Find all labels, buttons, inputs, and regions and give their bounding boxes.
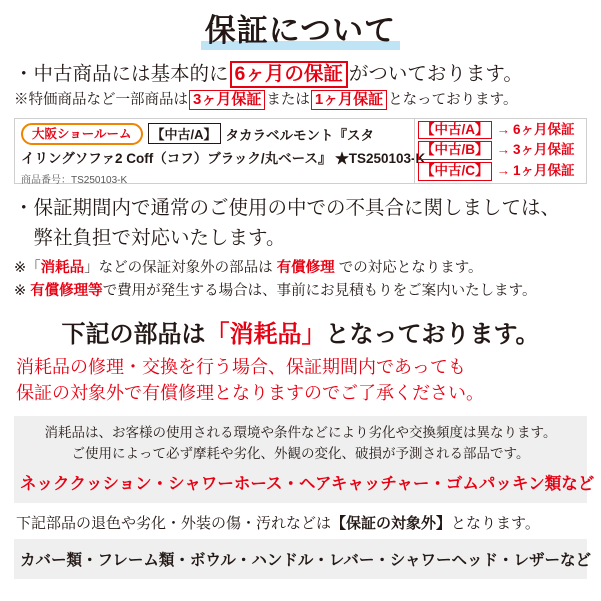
condition-value-c: 1ヶ月保証 bbox=[513, 162, 575, 178]
warranty-line-1: ・保証期間内で通常のご使用の中での不具合に関しましては、 bbox=[14, 196, 561, 219]
page-title-text: 保証について bbox=[204, 13, 397, 48]
shop-tag: 大阪ショールーム bbox=[21, 123, 143, 145]
out-of-warranty-parts-box: カバー類・フレーム類・ボウル・ハンドル・レバー・シャワーヘッド・レザーなど bbox=[14, 539, 587, 579]
arrow-icon: → bbox=[496, 142, 510, 158]
consumable-word: 消耗品 bbox=[40, 260, 85, 277]
warranty-1month-badge: 1ヶ月保証 bbox=[311, 90, 387, 110]
warranty-note-1-pre: ※「 bbox=[14, 260, 41, 277]
product-title-row bbox=[21, 123, 408, 145]
consumable-heading-red: 「消耗品」 bbox=[205, 321, 326, 349]
product-condition-tag: 【中古/A】 bbox=[148, 123, 221, 144]
intro-line-2-mid: または bbox=[266, 92, 310, 109]
warranty-3month-badge: 3ヶ月保証 bbox=[189, 90, 265, 110]
consumable-parts-list: ネッククッション・シャワーホース・ヘアキャッチャー・ゴムパッキン類など bbox=[20, 475, 595, 494]
intro-line-1-pre: ・中古商品には基本的に bbox=[14, 63, 229, 86]
product-info bbox=[15, 119, 426, 186]
consumable-detail-line-1: 消耗品は、お客様の使用される環境や条件などにより劣化や交換頻度は異なります。 bbox=[44, 425, 557, 441]
arrow-icon: → bbox=[496, 121, 510, 137]
intro-line-2 bbox=[14, 90, 587, 111]
out-of-warranty-post: となります。 bbox=[451, 515, 540, 533]
condition-legend bbox=[414, 119, 586, 183]
paid-repair-word: 有償修理 bbox=[276, 260, 335, 277]
warranty-note-1-mid: 」などの保証対象外の部品は bbox=[84, 260, 277, 277]
condition-legend-row bbox=[418, 141, 583, 160]
out-of-warranty-badge: 【保証の対象外】 bbox=[331, 515, 452, 533]
condition-legend-row bbox=[418, 162, 583, 181]
paid-repair-etc-word: 有償修理等 bbox=[30, 283, 103, 300]
consumable-note-2: 保証の対象外で有償修理となりますのでご了承ください。 bbox=[16, 383, 484, 404]
consumable-heading-pre: 下記の部品は bbox=[61, 321, 206, 349]
arrow-icon: → bbox=[496, 162, 510, 178]
consumable-detail-line-2: ご使用によって必ず摩耗や劣化、外観の変化、破損が予測される部品です。 bbox=[71, 446, 530, 462]
condition-value-a: 6ヶ月保証 bbox=[513, 121, 575, 137]
warranty-note-2 bbox=[14, 281, 587, 302]
product-name-line1: タカラベルモント『スタ bbox=[225, 127, 375, 143]
page-title-wrap bbox=[14, 14, 587, 50]
intro-line-1 bbox=[14, 60, 587, 88]
warranty-note-2-post: で費用が発生する場合は、事前にお見積もりをご案内いたします。 bbox=[102, 283, 537, 300]
consumable-heading bbox=[14, 314, 587, 349]
warranty-note-2-pre: ※ bbox=[14, 283, 31, 300]
out-of-warranty-line bbox=[16, 512, 587, 533]
warranty-note-1 bbox=[14, 258, 587, 279]
intro-line-2-pre: ※特価商品など一部商品は bbox=[14, 92, 188, 109]
condition-value-b: 3ヶ月保証 bbox=[513, 142, 575, 158]
condition-tag-c: 【中古/C】 bbox=[418, 162, 492, 181]
warranty-note-1-post: での対応となります。 bbox=[334, 260, 483, 277]
product-example-strip bbox=[14, 118, 587, 184]
warranty-line-2: 弊社負担で対応いたします。 bbox=[14, 226, 286, 249]
condition-legend-row bbox=[418, 121, 583, 140]
intro-line-1-post: がついております。 bbox=[348, 63, 523, 86]
warranty-6month-badge: 6ヶ月の保証 bbox=[230, 61, 348, 88]
product-name-line2: イリングソファ2 Coff（コフ）ブラック/丸ベース』 ★TS250103-K bbox=[21, 150, 426, 166]
consumable-heading-post: となっております。 bbox=[325, 321, 540, 349]
consumable-note-1: 消耗品の修理・交換を行う場合、保証期間内であっても bbox=[16, 357, 466, 378]
product-code: 商品番号：TS250103-K bbox=[21, 174, 128, 186]
consumable-detail-box bbox=[14, 416, 595, 503]
condition-tag-a: 【中古/A】 bbox=[418, 121, 492, 140]
page-title bbox=[201, 14, 400, 50]
intro-line-2-post: となっております。 bbox=[388, 92, 518, 109]
out-of-warranty-pre: 下記部品の退色や劣化・外装の傷・汚れなどは bbox=[16, 515, 332, 533]
condition-tag-b: 【中古/B】 bbox=[418, 141, 492, 160]
